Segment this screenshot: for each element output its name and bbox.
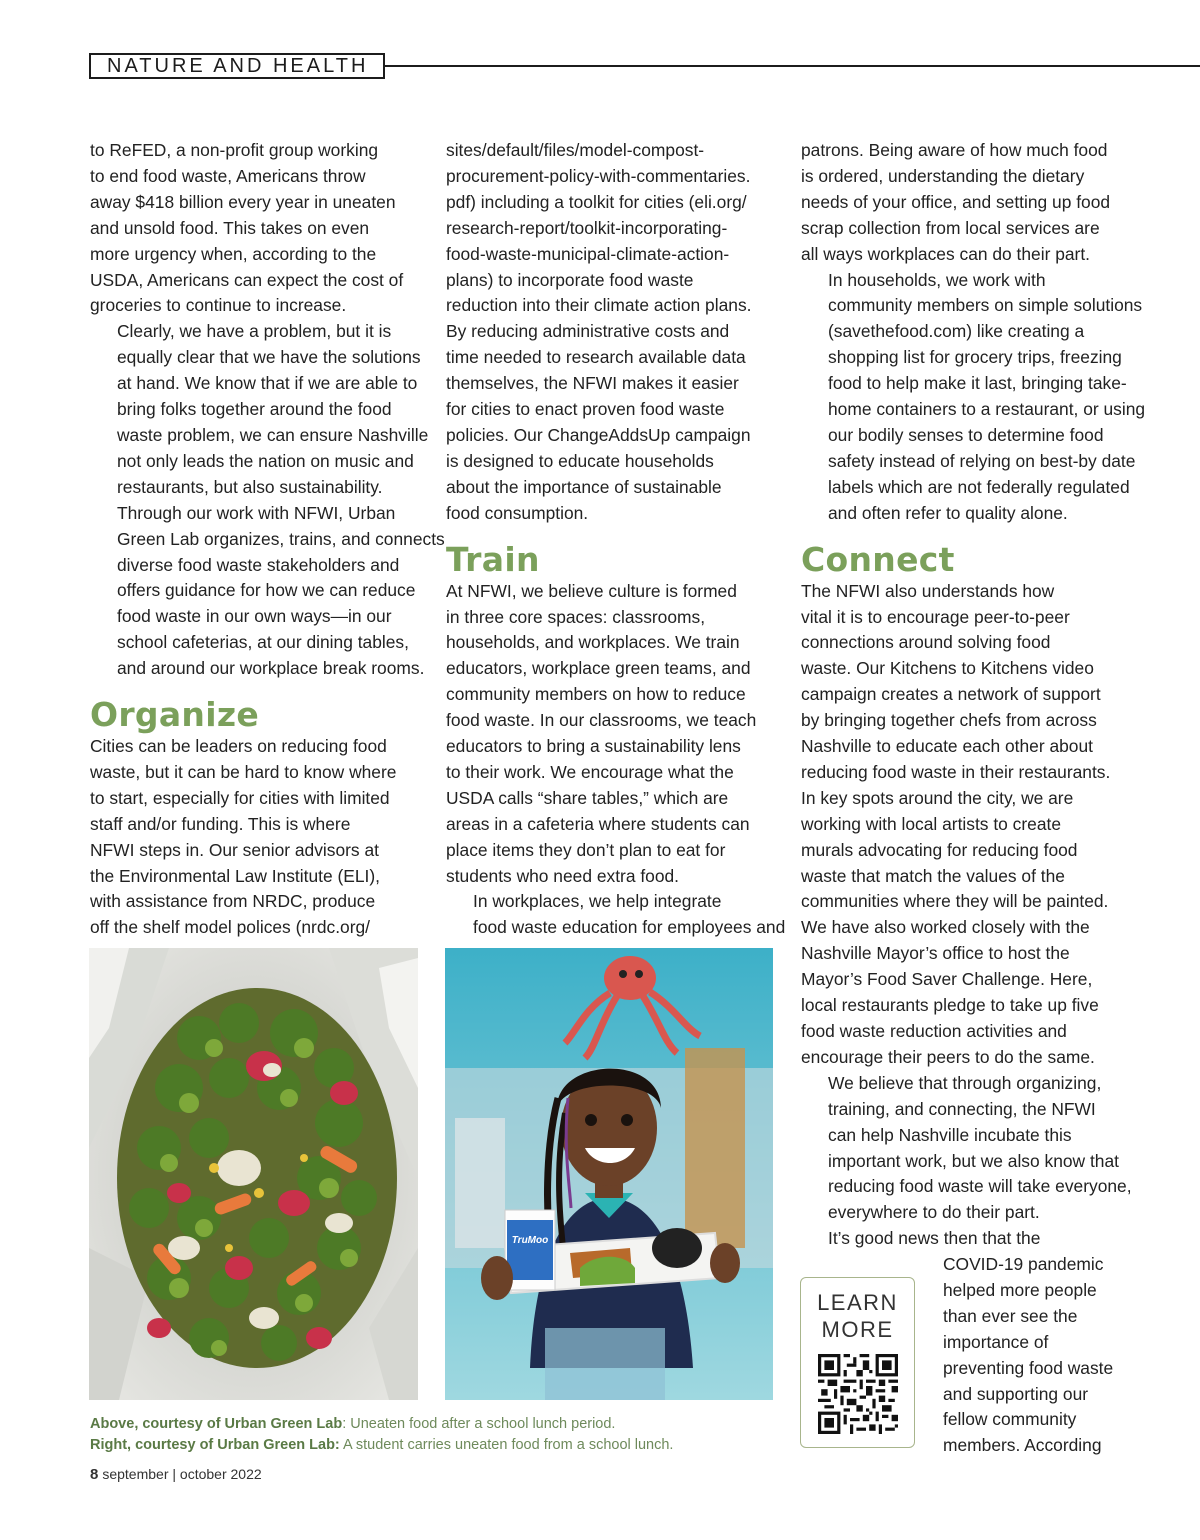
text-line: food waste in our own ways—in our xyxy=(117,606,392,627)
text-line: waste, but it can be hard to know where xyxy=(90,761,397,782)
text-line: the Environmental Law Institute (ELI), xyxy=(90,865,380,886)
text-line: murals advocating for reducing food xyxy=(801,839,1078,860)
photo-student-lunch-tray xyxy=(445,948,773,1400)
text-line: by bringing together chefs from across xyxy=(801,710,1097,731)
text-line: equally clear that we have the solutions xyxy=(117,347,421,368)
text-line: not only leads the nation on music and xyxy=(117,450,414,471)
col3-paragraph-5-line: It’s good news then that the xyxy=(828,1228,1041,1249)
text-line: themselves, the NFWI makes it easier xyxy=(446,373,739,394)
heading-organize: Organize xyxy=(90,695,260,735)
col3-paragraph-1 xyxy=(801,138,1136,268)
header-rule xyxy=(385,65,1200,67)
text-line: policies. Our ChangeAddsUp campaign xyxy=(446,424,751,445)
col2-paragraph-3 xyxy=(446,889,786,941)
text-line: In households, we work with xyxy=(828,269,1046,290)
col1-paragraph-2 xyxy=(90,319,429,500)
text-line: By reducing administrative costs and xyxy=(446,321,730,342)
section-label: NATURE AND HEALTH xyxy=(89,53,385,79)
text-line: working with local artists to create xyxy=(801,813,1061,834)
text-line: COVID-19 pandemic xyxy=(943,1254,1104,1274)
text-line: and around our workplace break rooms. xyxy=(117,658,425,679)
text-line: to their work. We encourage what the xyxy=(446,761,734,782)
text-line: reducing food waste will take everyone, xyxy=(828,1176,1132,1197)
text-line: bring folks together around the food xyxy=(117,399,392,420)
text-line: households, and workplaces. We train xyxy=(446,632,740,653)
text-line: to start, especially for cities with limited xyxy=(90,787,390,808)
text-line: shopping list for grocery trips, freezing xyxy=(828,347,1122,368)
text-line: reducing food waste in their restaurants. xyxy=(801,761,1111,782)
text-line: preventing food waste xyxy=(943,1357,1114,1378)
text-line: with assistance from NRDC, produce xyxy=(90,891,376,912)
learn-more-line-2: MORE xyxy=(821,1317,894,1342)
text-line: patrons. Being aware of how much food xyxy=(801,140,1108,160)
text-line: important work, but we also know that xyxy=(828,1150,1119,1171)
text-line: food-waste-municipal-climate-action- xyxy=(446,243,730,264)
text-line: staff and/or funding. This is where xyxy=(90,813,351,834)
qr-wrap-text xyxy=(943,1252,1143,1459)
text-line: is ordered, understanding the dietary xyxy=(801,165,1085,186)
col2-paragraph-1 xyxy=(446,138,781,527)
text-line: scrap collection from local services are xyxy=(801,217,1100,238)
text-line: vital it is to encourage peer-to-peer xyxy=(801,606,1070,627)
text-line: to end food waste, Americans throw xyxy=(90,165,366,186)
text-line: Nashville to educate each other about xyxy=(801,736,1093,757)
text-line: USDA, Americans can expect the cost of xyxy=(90,269,404,290)
text-line: NFWI steps in. Our senior advisors at xyxy=(90,839,379,860)
text-line: home containers to a restaurant, or using xyxy=(828,399,1146,420)
issue-date: september | october 2022 xyxy=(102,1466,262,1482)
text-line: campaign creates a network of support xyxy=(801,684,1101,705)
col2-paragraph-2 xyxy=(446,579,781,890)
text-line: The NFWI also understands how xyxy=(801,580,1055,601)
caption-above-credit: Above, courtesy of Urban Green Lab xyxy=(90,1416,343,1432)
text-line: in three core spaces: classrooms, xyxy=(446,606,706,627)
text-line: community members on simple solutions xyxy=(828,295,1143,316)
text-line: food waste education for employees and xyxy=(473,917,786,938)
caption-above-text: : Uneaten food after a school lunch period. xyxy=(342,1416,616,1432)
text-line: labels which are not federally regulated xyxy=(828,476,1130,497)
text-line: local restaurants pledge to take up five xyxy=(801,995,1099,1016)
text-line: USDA calls “share tables,” which are xyxy=(446,787,729,808)
text-line: for cities to enact proven food waste xyxy=(446,399,725,420)
text-line: educators, workplace green teams, and xyxy=(446,658,751,679)
column-1 xyxy=(90,138,445,941)
text-line: and supporting our xyxy=(943,1383,1089,1404)
text-line: encourage their peers to do the same. xyxy=(801,1046,1095,1067)
text-line: time needed to research available data xyxy=(446,347,746,368)
col1-paragraph-3 xyxy=(90,501,445,682)
text-line: Clearly, we have a problem, but it is xyxy=(117,321,392,342)
text-line: reduction into their climate action plans. xyxy=(446,295,752,316)
text-line: Cities can be leaders on reducing food xyxy=(90,736,387,757)
col3-paragraph-4 xyxy=(801,1071,1136,1226)
text-line: off the shelf model polices (nrdc.org/ xyxy=(90,917,371,938)
col3-paragraph-5 xyxy=(801,1226,1136,1252)
photo-food-waste-bin xyxy=(89,948,418,1400)
text-line: and often refer to quality alone. xyxy=(828,502,1068,523)
page-number: 8 xyxy=(90,1466,99,1483)
text-line: Mayor’s Food Saver Challenge. Here, xyxy=(801,969,1093,990)
learn-more-box[interactable] xyxy=(800,1277,915,1448)
text-line: connections around solving food xyxy=(801,632,1051,653)
text-line: members. According xyxy=(943,1435,1102,1456)
text-line: is designed to educate households xyxy=(446,450,714,471)
text-line: (savethefood.com) like creating a xyxy=(828,321,1085,342)
page-folio xyxy=(90,1466,262,1483)
text-line: our bodily senses to determine food xyxy=(828,424,1104,445)
text-line: research-report/toolkit-incorporating- xyxy=(446,217,728,238)
text-line: about the importance of sustainable xyxy=(446,476,722,497)
text-line: waste problem, we can ensure Nashville xyxy=(117,424,429,445)
caption-above xyxy=(90,1414,790,1435)
text-line: place items they don’t plan to eat for xyxy=(446,839,726,860)
col1-paragraph-1 xyxy=(90,138,425,319)
text-line: than ever see the xyxy=(943,1305,1078,1326)
text-line: In key spots around the city, we are xyxy=(801,787,1074,808)
heading-connect: Connect xyxy=(801,539,955,579)
text-line: all ways workplaces can do their part. xyxy=(801,243,1091,264)
text-line: food consumption. xyxy=(446,502,589,523)
column-3 xyxy=(801,138,1146,1252)
qr-code-icon[interactable] xyxy=(818,1354,898,1434)
text-line: waste. Our Kitchens to Kitchens video xyxy=(801,658,1094,679)
text-line: training, and connecting, the NFWI xyxy=(828,1098,1096,1119)
text-line: more urgency when, according to the xyxy=(90,243,377,264)
text-line: Through our work with NFWI, Urban xyxy=(117,502,396,523)
text-line: groceries to continue to increase. xyxy=(90,295,347,316)
text-line: communities where they will be painted. xyxy=(801,891,1109,912)
text-line: food to help make it last, bringing take- xyxy=(828,373,1127,394)
text-line: procurement-policy-with-commentaries. xyxy=(446,165,751,186)
text-line: importance of xyxy=(943,1331,1049,1352)
col3-paragraph-2 xyxy=(801,268,1146,527)
text-line: can help Nashville incubate this xyxy=(828,1124,1072,1145)
text-line: students who need extra food. xyxy=(446,865,679,886)
text-line: helped more people xyxy=(943,1279,1097,1300)
col3-paragraph-3 xyxy=(801,579,1136,1071)
col1-paragraph-4 xyxy=(90,734,425,941)
text-line: to ReFED, a non-profit group working xyxy=(90,140,379,160)
text-line: We believe that through organizing, xyxy=(828,1072,1102,1093)
caption-right-text: A student carries uneaten food from a school lunch. xyxy=(339,1437,674,1453)
text-line: everywhere to do their part. xyxy=(828,1202,1040,1223)
text-line: restaurants, but also sustainability. xyxy=(117,476,383,497)
text-line: away $418 billion every year in uneaten xyxy=(90,191,396,212)
text-line: waste that match the values of the xyxy=(801,865,1065,886)
text-line: sites/default/files/model-compost- xyxy=(446,140,705,160)
text-line: needs of your office, and setting up food xyxy=(801,191,1111,212)
heading-train: Train xyxy=(446,539,540,579)
text-line: plans) to incorporate food waste xyxy=(446,269,694,290)
text-line: We have also worked closely with the xyxy=(801,917,1090,938)
caption-right xyxy=(90,1435,790,1456)
text-line: areas in a cafeteria where students can xyxy=(446,813,750,834)
student-illustration xyxy=(445,948,773,1400)
text-line: food waste. In our classrooms, we teach xyxy=(446,710,757,731)
text-line: educators to bring a sustainability lens xyxy=(446,736,741,757)
text-line: safety instead of relying on best-by date xyxy=(828,450,1136,471)
text-line: food waste reduction activities and xyxy=(801,1021,1067,1041)
text-line: In workplaces, we help integrate xyxy=(473,891,722,912)
column-2 xyxy=(446,138,786,941)
text-line: fellow community xyxy=(943,1409,1077,1430)
food-waste-illustration xyxy=(89,948,418,1400)
text-line: Nashville Mayor’s office to host the xyxy=(801,943,1070,964)
carton-label: TruMoo xyxy=(511,1235,549,1246)
text-line: and unsold food. This takes on even xyxy=(90,217,370,238)
text-line: school cafeterias, at our dining tables, xyxy=(117,632,409,653)
text-line: pdf) including a toolkit for cities (eli.org/ xyxy=(446,191,747,212)
photo-captions xyxy=(90,1414,790,1456)
caption-right-credit: Right, courtesy of Urban Green Lab: xyxy=(90,1437,340,1453)
text-line: Green Lab organizes, trains, and connects xyxy=(117,528,445,549)
text-line: offers guidance for how we can reduce xyxy=(117,580,416,601)
text-line: at hand. We know that if we are able to xyxy=(117,373,418,394)
learn-more-label xyxy=(801,1289,914,1343)
text-line: diverse food waste stakeholders and xyxy=(117,554,400,575)
learn-more-line-1: LEARN xyxy=(817,1290,898,1315)
text-line: At NFWI, we believe culture is formed xyxy=(446,580,737,601)
text-line: community members on how to reduce xyxy=(446,684,746,705)
